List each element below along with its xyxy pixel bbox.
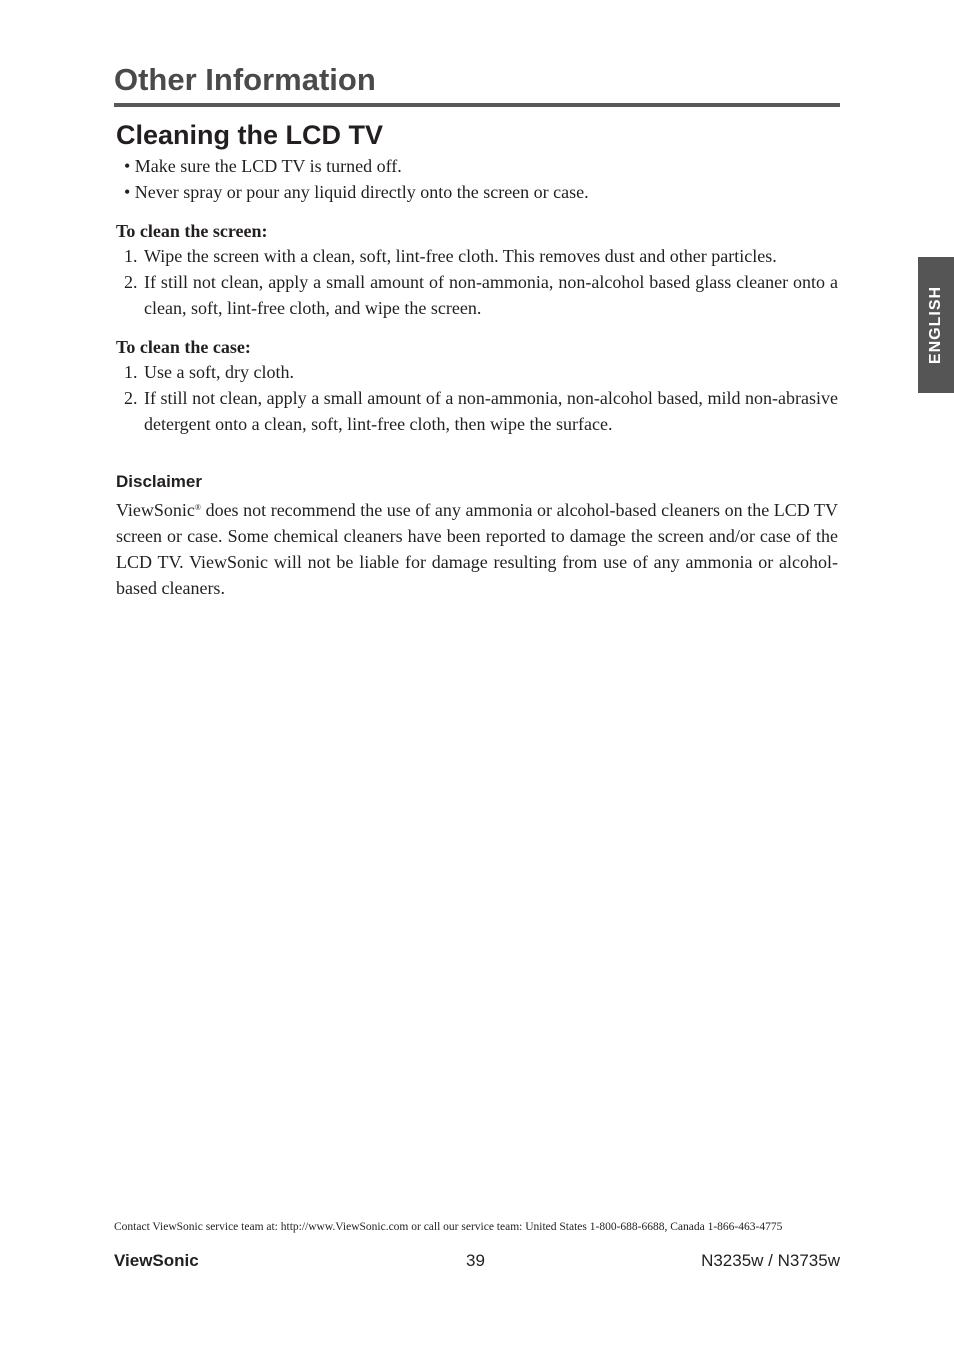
step-number: 2.: [124, 388, 138, 408]
screen-cleaning-steps: [124, 243, 838, 321]
brand-name: ViewSonic: [116, 500, 195, 520]
page-number: 39: [466, 1251, 485, 1270]
registered-mark: ®: [194, 503, 201, 512]
screen-cleaning-heading: To clean the screen:: [116, 221, 268, 241]
chapter-title: Other Information: [114, 62, 376, 97]
step-text: If still not clean, apply a small amount of non-ammonia, non-alcohol based glass cleaner onto a clean, soft, lint-free cloth, and wipe the screen.: [144, 272, 838, 318]
section-title: Cleaning the LCD TV: [116, 120, 384, 150]
page-footer: [114, 1248, 840, 1274]
language-tab-label: ENGLISH: [927, 285, 944, 365]
list-item: [124, 359, 838, 385]
step-number: 1.: [124, 362, 138, 382]
bullet-item: • Make sure the LCD TV is turned off.: [124, 156, 402, 176]
disclaimer-body: does not recommend the use of any ammonia or alcohol-based cleaners on the LCD TV screen or case. Some chemical cleaners have been reported to damage the screen and/or case of the LCD TV. ViewSonic will not be liable for damage resulting from use of any ammonia or alcohol-based cleaners.: [116, 500, 838, 598]
disclaimer-heading: Disclaimer: [116, 472, 202, 491]
model-number: N3235w / N3735w: [701, 1251, 840, 1270]
list-item: [124, 243, 838, 269]
step-number: 1.: [124, 246, 138, 266]
language-tab: [918, 257, 954, 393]
step-text: Wipe the screen with a clean, soft, lint-free cloth. This removes dust and other particles.: [144, 246, 777, 266]
step-text: If still not clean, apply a small amount of a non-ammonia, non-alcohol based, mild non-abrasive detergent onto a clean, soft, lint-free cloth, then wipe the surface.: [144, 388, 838, 434]
case-cleaning-steps: [124, 359, 838, 437]
list-item: [124, 385, 838, 437]
step-text: Use a soft, dry cloth.: [144, 362, 294, 382]
step-number: 2.: [124, 272, 138, 292]
intro-bullet-list: [124, 153, 840, 205]
case-cleaning-heading: To clean the case:: [116, 337, 251, 357]
list-item: [124, 269, 838, 321]
footer-brand: ViewSonic: [114, 1251, 199, 1270]
contact-info: Contact ViewSonic service team at: http://www.ViewSonic.com or call our service team: United States 1-800-688-6688, Canada 1-866-463-4775: [114, 1221, 783, 1233]
chapter-divider: [114, 103, 840, 107]
bullet-item: • Never spray or pour any liquid directly onto the screen or case.: [124, 182, 589, 202]
disclaimer-paragraph: [116, 497, 838, 601]
